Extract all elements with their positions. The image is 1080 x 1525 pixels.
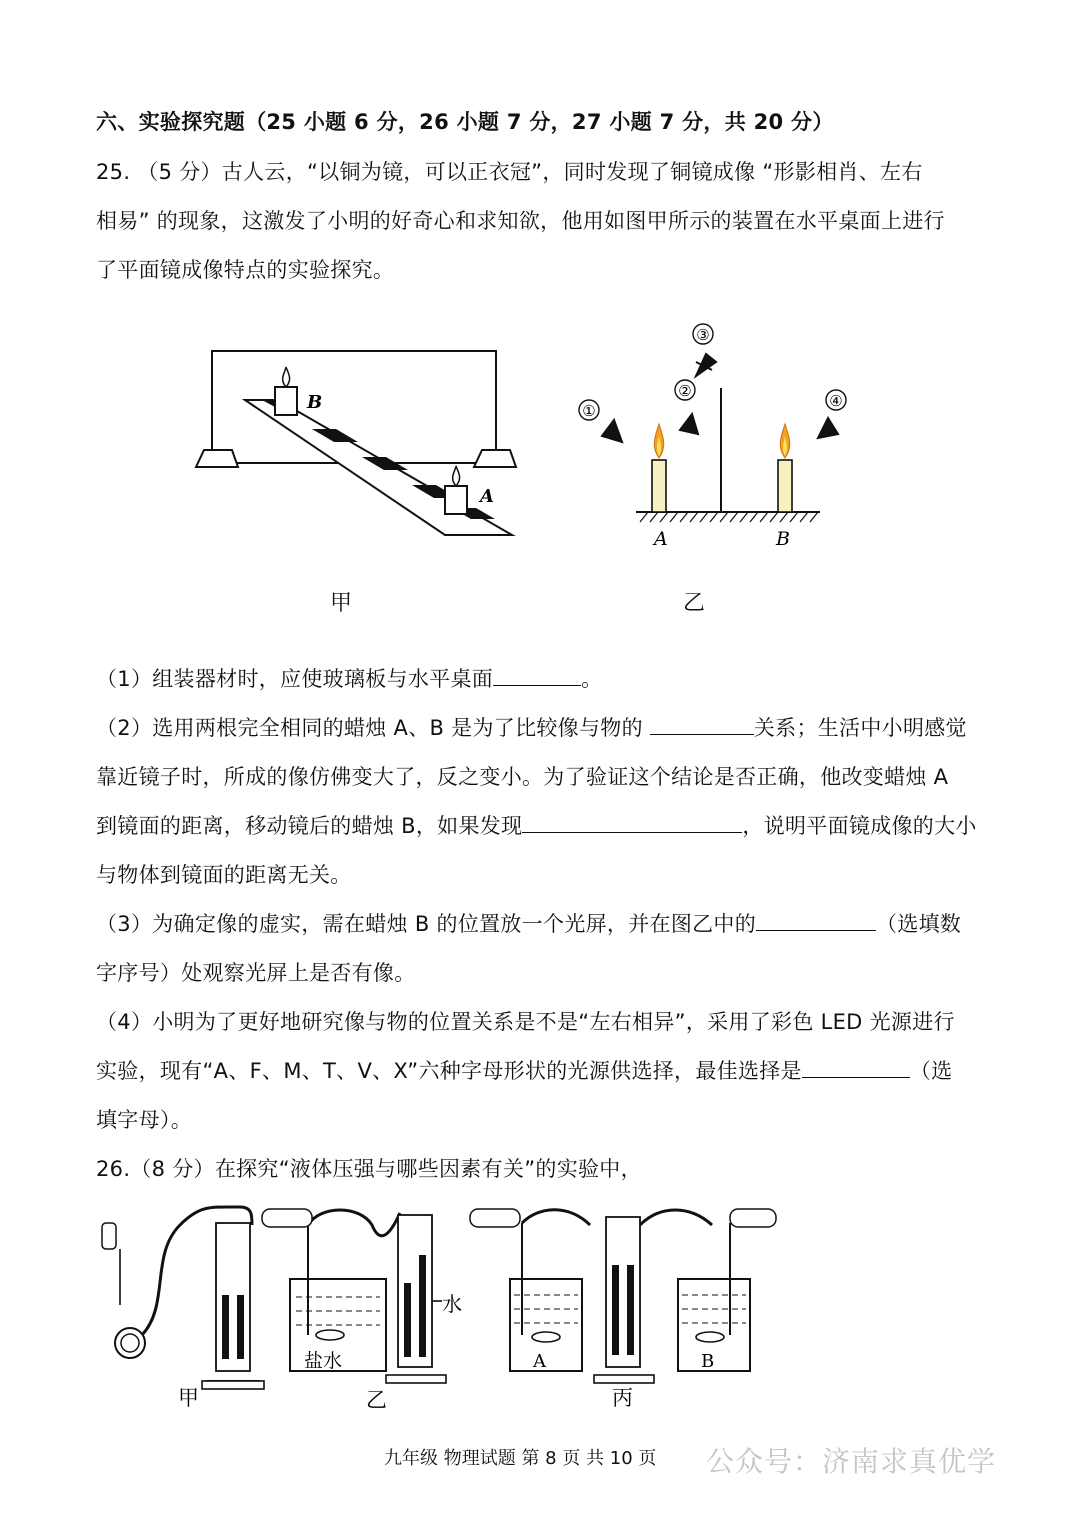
q25-intro-line-2: 相易” 的现象，这激发了小明的好奇心和求知欲，他用如图甲所示的装置在水平桌面上进行 (96, 209, 945, 233)
mark-2: ② (678, 382, 692, 400)
q25-part-2-line-2: 靠近镜子时，所成的像仿佛变大了，反之变小。为了验证这个结论是否正确，他改变蜡烛 A (96, 765, 949, 789)
candle-a-label-yi: A (654, 528, 668, 550)
q26-intro: 26.（8 分）在探究“液体压强与哪些因素有关”的实验中， (96, 1157, 642, 1181)
watermark: 公众号：济南求真优学 (706, 1445, 997, 1478)
figure-jia-caption: 甲 (330, 591, 353, 616)
q25-part-4-line-3: 填字母）。 (96, 1108, 192, 1132)
figure-q26-pressure-gauges (90, 1195, 800, 1415)
figure-yi-image-positions (570, 318, 843, 558)
q25-part-3-line-2: 字序号）处观察光屏上是否有像。 (96, 961, 416, 985)
caption-bing: 丙 (612, 1386, 633, 1410)
mark-1: ① (582, 402, 596, 420)
q25-part-3-line-1: （3）为确定像的虚实，需在蜡烛 B 的位置放一个光屏，并在图乙中的 （选填数 (96, 912, 962, 936)
flame-shape-1 (602, 420, 622, 442)
label-beaker-a: A (533, 1351, 546, 1372)
q25-part-2-line-1: （2）选用两根完全相同的蜡烛 A、B 是为了比较像与物的 关系；生活中小明感觉 (96, 716, 967, 740)
page-footer: 九年级 物理试题 第 8 页 共 10 页 (384, 1448, 657, 1469)
label-water: 水 (442, 1292, 462, 1316)
section-title: 六、实验探究题（25 小题 6 分，26 小题 7 分，27 小题 7 分，共 20 分） (96, 110, 834, 134)
caption-jia: 甲 (178, 1386, 199, 1410)
candle-b-label-yi: B (776, 528, 790, 550)
figure-yi-caption: 乙 (683, 591, 706, 616)
q25-intro-line-3: 了平面镜成像特点的实验探究。 (96, 258, 395, 282)
q25-part-2-line-4: 与物体到镜面的距离无关。 (96, 863, 352, 887)
candle-b-label: B (307, 392, 323, 413)
caption-yi: 乙 (366, 1388, 387, 1412)
label-brine: 盐水 (304, 1350, 343, 1372)
figure-jia-mirror-setup (190, 345, 520, 545)
label-beaker-b: B (701, 1351, 715, 1372)
q25-part-1: （1）组装器材时，应使玻璃板与水平桌面 。 (96, 667, 603, 691)
q26-setup-jia (102, 1207, 264, 1389)
flame-shape-2 (680, 414, 698, 434)
q25-part-2-line-3: 到镜面的距离，移动镜后的蜡烛 B，如果发现 ，说明平面镜成像的大小 (96, 814, 977, 838)
q25-part-4-line-1: （4）小明为了更好地研究像与物的位置关系是不是“左右相异”，采用了彩色 LED 光源进行 (96, 1010, 955, 1034)
candle-a-label: A (480, 486, 494, 507)
mark-3: ③ (696, 326, 710, 344)
flame-shape-3 (696, 354, 716, 376)
flame-shape-4 (818, 418, 838, 438)
q25-intro-line-1: 25. （5 分）古人云，“以铜为镜，可以正衣冠”，同时发现了铜镜成像 “形影相肖、左右 (96, 160, 923, 184)
q25-part-4-line-2: 实验，现有“A、F、M、T、V、X”六种字母形状的光源供选择，最佳选择是 （选 (96, 1059, 953, 1083)
mark-4: ④ (829, 392, 843, 410)
